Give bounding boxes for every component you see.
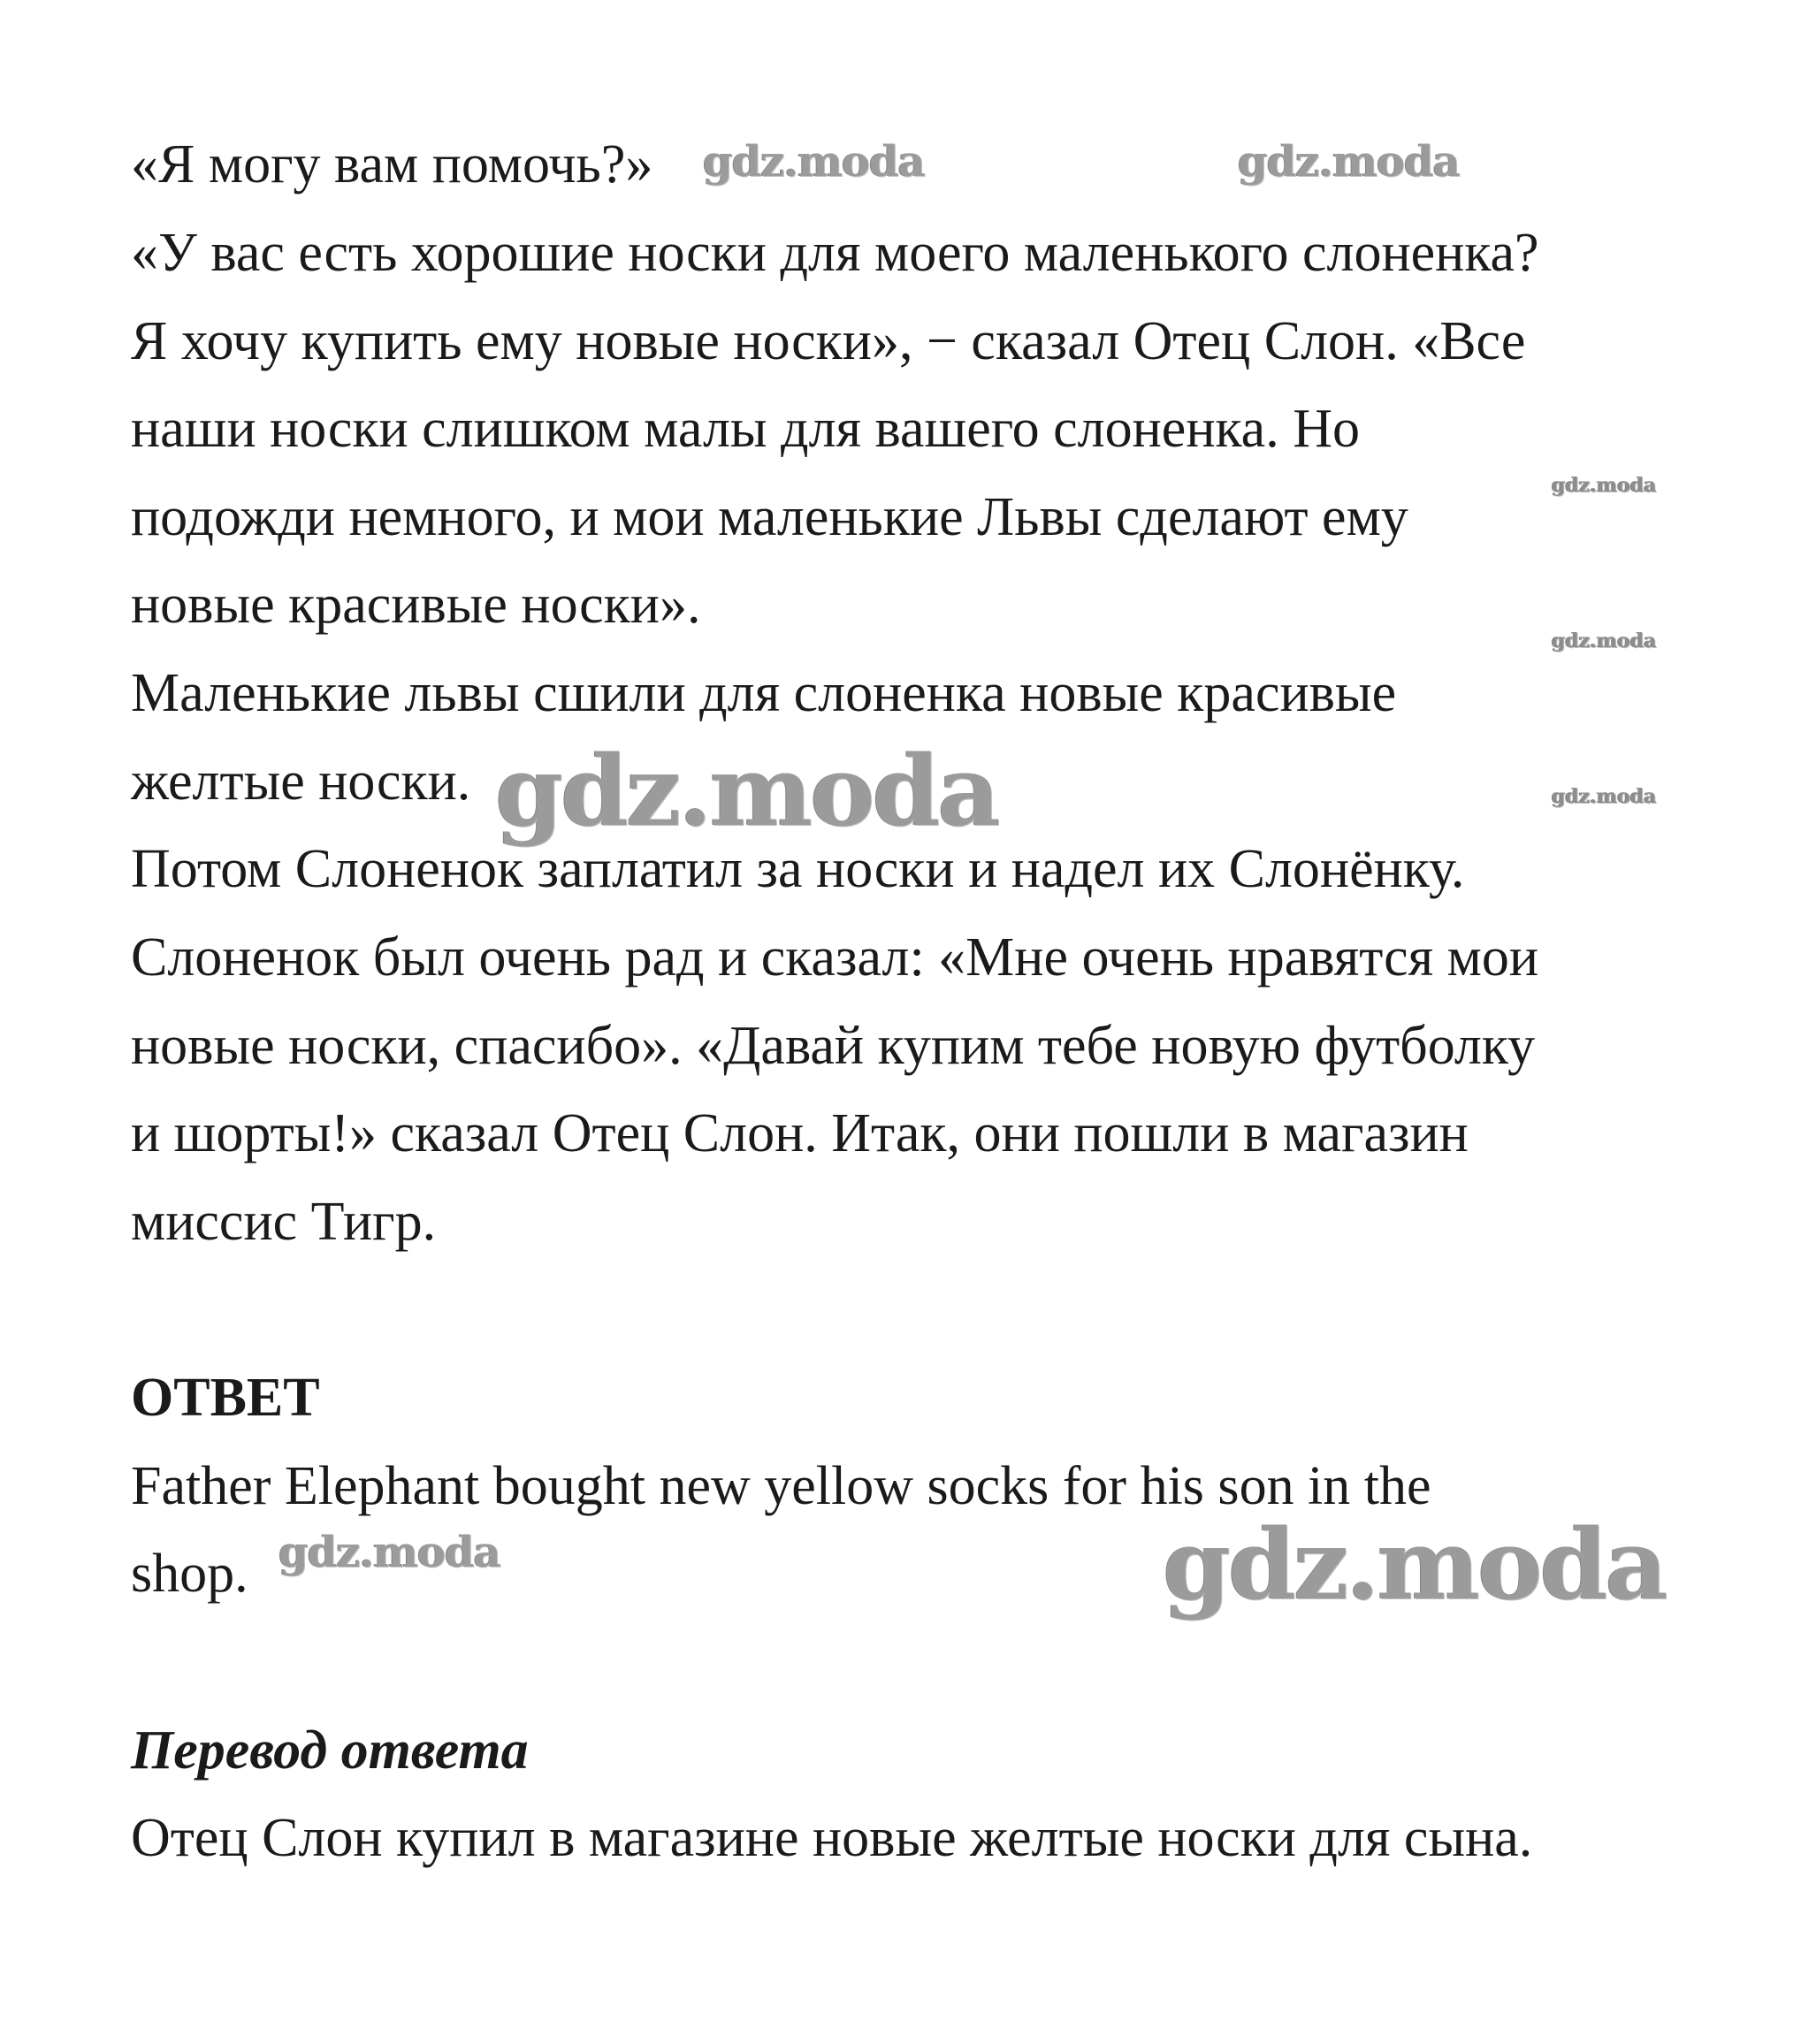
story-line-11: новые носки, спасибо». «Давай купим тебе новую футболку: [131, 1016, 1536, 1076]
story-line-4: наши носки слишком малы для вашего слоненка. Но: [131, 399, 1360, 459]
story-line-5: подожди немного, и мои маленькие Львы сделают ему: [131, 487, 1408, 547]
answer-line-2: shop.: [131, 1544, 248, 1604]
watermark-logo: gdz.moda: [1238, 137, 1460, 187]
watermark-logo: gdz.moda: [1552, 629, 1657, 652]
story-line-2: «У вас есть хорошие носки для моего маленького слоненка?: [131, 223, 1539, 283]
story-line-13: миссис Тигр.: [131, 1192, 437, 1252]
story-line-1: «Я могу вам помочь?»: [131, 134, 653, 194]
story-line-3: Я хочу купить ему новые носки», − сказал Отец Слон. «Все: [131, 311, 1526, 371]
answer-heading: ОТВЕТ: [131, 1368, 320, 1428]
story-line-6: новые красивые носки».: [131, 575, 701, 635]
story-line-8: желтые носки.: [131, 751, 471, 812]
watermark-logo: gdz.moda: [495, 734, 998, 848]
story-line-9: Потом Слоненок заплатил за носки и надел их Слонёнку.: [131, 839, 1465, 899]
translation-heading: Перевод ответа: [131, 1720, 529, 1781]
story-line-7: Маленькие львы сшили для слоненка новые красивые: [131, 663, 1397, 723]
story-line-12: и шорты!» сказал Отец Слон. Итак, они пошли в магазин: [131, 1103, 1469, 1163]
translation-line-1: Отец Слон купил в магазине новые желтые носки для сына.: [131, 1808, 1533, 1868]
watermark-logo: gdz.moda: [279, 1528, 500, 1577]
story-line-10: Слоненок был очень рад и сказал: «Мне очень нравятся мои: [131, 927, 1539, 988]
answer-line-1: Father Elephant bought new yellow socks for his son in the: [131, 1456, 1431, 1516]
watermark-logo: gdz.moda: [1552, 785, 1657, 808]
watermark-logo: gdz.moda: [1552, 474, 1657, 497]
watermark-logo: gdz.moda: [703, 137, 925, 187]
watermark-logo: gdz.moda: [1163, 1507, 1666, 1621]
